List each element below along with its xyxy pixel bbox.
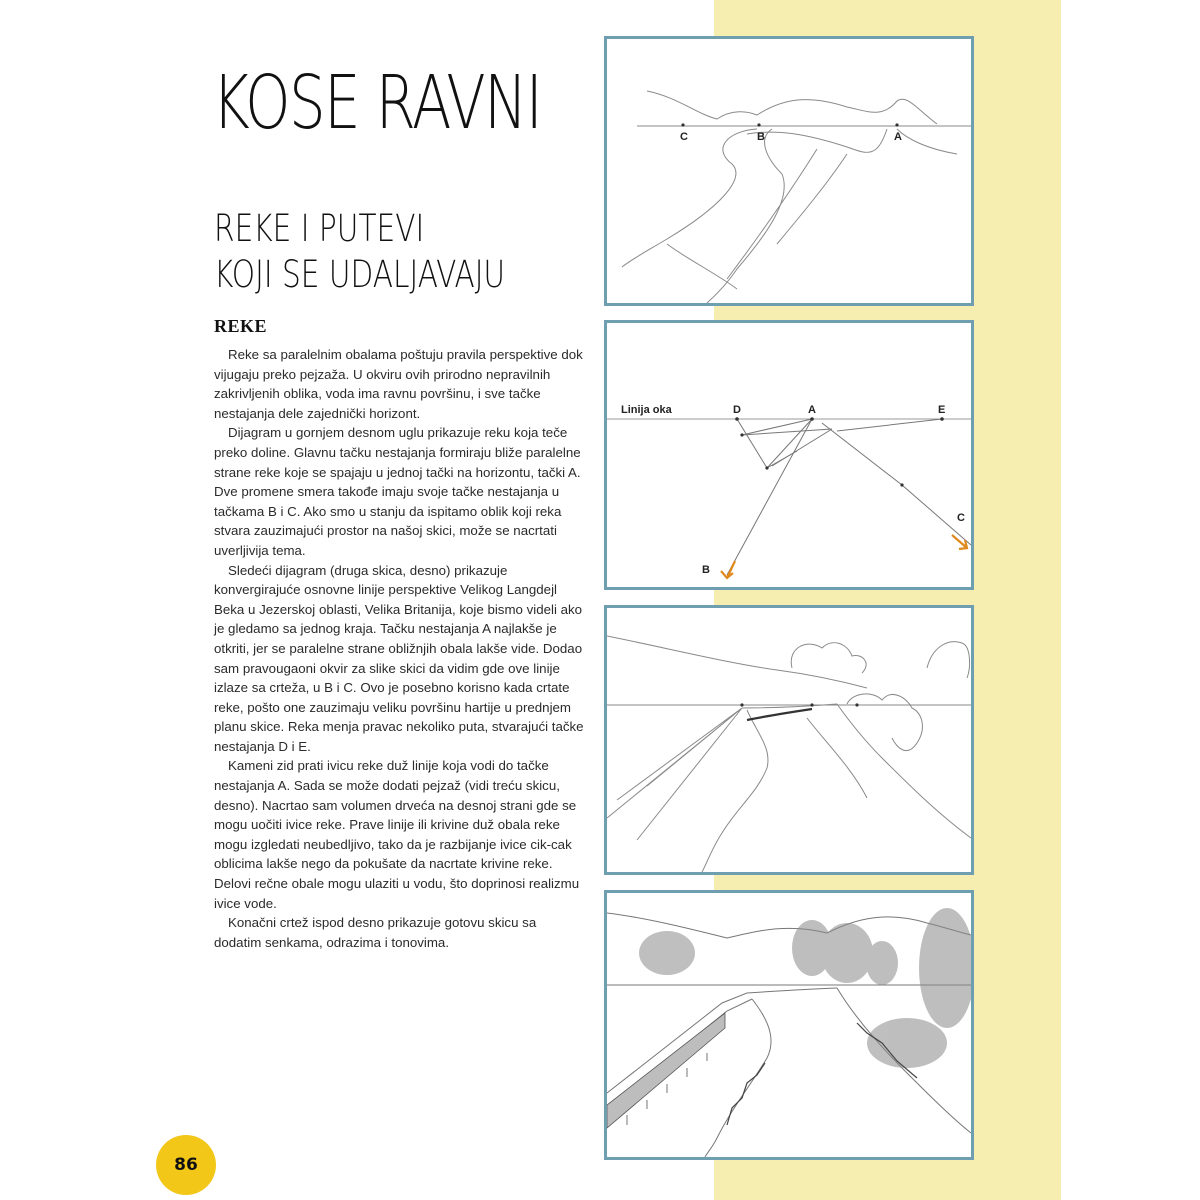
body-text bbox=[214, 345, 586, 952]
sketch-2-drawing bbox=[607, 323, 971, 587]
label-eye-line: Linija oka bbox=[621, 404, 672, 416]
label-a: A bbox=[808, 404, 816, 416]
label-a: A bbox=[894, 131, 902, 143]
page-number: 86 bbox=[174, 1155, 198, 1175]
sketch-1-drawing bbox=[607, 39, 971, 303]
section-heading: REKE bbox=[214, 316, 268, 336]
sketch-3-drawing bbox=[607, 608, 971, 872]
sketch-2-perspective-diagram bbox=[604, 320, 974, 590]
page-title: KOSE RAVNI bbox=[212, 60, 542, 146]
sketch-4-final-drawing bbox=[604, 890, 974, 1160]
vanishing-point-a bbox=[895, 123, 898, 126]
page-subtitle bbox=[214, 206, 505, 298]
sketch-3-landscape-construction bbox=[604, 605, 974, 875]
subtitle-line-2: KOJI SE UDALJAVAJU bbox=[214, 253, 506, 296]
label-c: C bbox=[680, 131, 688, 143]
paragraph-3: Sledeći dijagram (druga skica, desno) prikazuje konvergirajuće osnovne linije perspektive Velikog Langdejl Beka u Jezerskoj oblasti, Velika Britanija, koje bismo videli ako je gledamo sa jednog kraja. Tačku nestajanja A najlakše je otkriti, jer se paralelne strane obližnjih obala lakše vide. Dodao sam pravougaoni okvir za slike skici da vidim gde ove linije izlaze sa crteža, u B i C. Ovo je posebno korisno kada crtate reke, pošto one zauzimaju veliku površinu hartije u prednjem planu skice. Reka menja pravac nekoliko puta, stvarajući tačke nestajanja D i E. bbox=[214, 562, 584, 754]
vanishing-point-c bbox=[681, 123, 684, 126]
label-e: E bbox=[938, 404, 946, 416]
label-b: B bbox=[757, 131, 765, 143]
page-number-badge bbox=[156, 1135, 216, 1195]
label-b: B bbox=[702, 564, 710, 576]
sketch-1-river-valley bbox=[604, 36, 974, 306]
arrow-c-icon bbox=[952, 535, 967, 549]
paragraph-5: Konačni crtež ispod desno prikazuje gotovu skicu sa dodatim senkama, odrazima i tonovima. bbox=[214, 915, 537, 950]
label-d: D bbox=[733, 404, 741, 416]
paragraph-4: Kameni zid prati ivicu reke duž linije koja vodi do tačke nestajanja A. Sada se može dodati pejzaž (vidi treću skicu, desno). Nacrtao sam volumen drveća na desnoj strani gde se mogu uočiti ivice reke. Prave linije ili krivine duž obala reke mogu izgledati neubedljivo, tako da je razbijanje ivice cik-cak oblicima lakše nego da pokušate da nacrtate krivine reke. Delovi rečne obale mogu ulaziti u vodu, što doprinosi realizmu ivice vode. bbox=[214, 758, 580, 911]
paragraph-2: Dijagram u gornjem desnom uglu prikazuje reku koja teče preko doline. Glavnu tačku nestajanja formiraju bliže paralelne strane reke koje se spajaju u jednoj tački na horizontu, tački A. Dve promene smera takođe imaju svoje tačke nestajanja u tačkama B i C. Ako smo u stanju da ispitamo oblik koji reka stvara zauzimajući prostor na našoj skici, može se nacrtati uverljivija tema. bbox=[214, 425, 581, 558]
sketch-4-drawing bbox=[607, 893, 971, 1157]
subtitle-line-1: REKE I PUTEVI bbox=[214, 207, 425, 250]
arrow-b-icon bbox=[721, 561, 735, 578]
label-c: C bbox=[957, 512, 965, 524]
paragraph-1: Reke sa paralelnim obalama poštuju pravila perspektive dok vijugaju preko pejzaža. U okviru ovih prirodno nepravilnih zakrivljenih oblika, voda ima ravnu površinu, i sve tačke nestajanja dele zajednički horizont. bbox=[214, 347, 583, 421]
vanishing-point-b bbox=[757, 123, 760, 126]
